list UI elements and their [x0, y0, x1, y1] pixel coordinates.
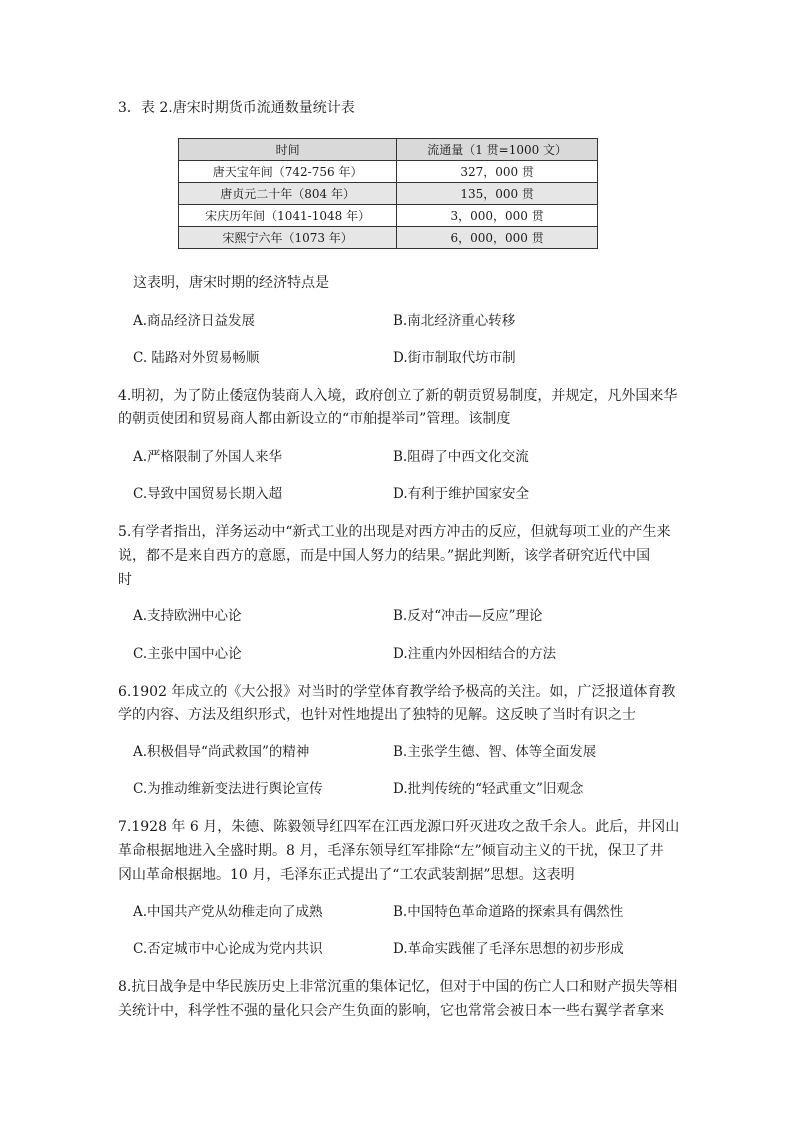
q4-line-1: 4.明初，为了防止倭寇伪装商人入境，政府创立了新的朝贡贸易制度，并规定，凡外国来华	[118, 388, 678, 404]
q6-option-b: B.主张学生德、智、体等全面发展	[393, 744, 597, 760]
currency-circulation-table	[178, 138, 598, 249]
q3-stem: 这表明，唐宋时期的经济特点是	[133, 275, 329, 291]
q7-line-2: 革命根据地进入全盛时期。8 月，毛泽东领导红军排除“左”倾盲动主义的干扰，保卫了井	[118, 843, 664, 859]
table-cell-volume: 3，000，000 贯	[397, 205, 598, 227]
q6-option-a: A.积极倡导“尚武救国”的精神	[133, 744, 310, 760]
q5-line-3: 时	[118, 572, 132, 588]
q5-option-a: A.支持欧洲中心论	[133, 608, 242, 624]
q7-option-a: A.中国共产党从幼稚走向了成熟	[133, 904, 323, 920]
table-row	[179, 161, 598, 183]
q7-line-3: 冈山革命根据地。10 月，毛泽东正式提出了“工农武装割据”思想。这表明	[118, 867, 575, 883]
q6-line-2: 学的内容、方法及组织形式，也针对性地提出了独特的见解。这反映了当时有识之士	[118, 707, 636, 723]
q3-option-a: A.商品经济日益发展	[133, 313, 256, 329]
q4-option-b: B.阻碍了中西文化交流	[393, 449, 529, 465]
q3-option-b: B.南北经济重心转移	[393, 313, 516, 329]
table-cell-time: 唐天宝年间（742-756 年）	[179, 161, 397, 183]
q3-option-c: C. 陆路对外贸易畅顺	[133, 350, 260, 366]
q5-option-c: C.主张中国中心论	[133, 646, 242, 662]
q5-line-1: 5.有学者指出，洋务运动中“新式工业的出现是对西方冲击的反应，但就每项工业的产生来	[118, 524, 671, 540]
q7-option-d: D.革命实践催了毛泽东思想的初步形成	[393, 941, 624, 957]
q4-option-c: C.导致中国贸易长期入超	[133, 486, 283, 502]
q4-line-2: 的朝贡使团和贸易商人都由新设立的“市舶提举司”管理。该制度	[118, 411, 511, 427]
table-row	[179, 205, 598, 227]
q7-option-b: B.中国特色革命道路的探索具有偶然性	[393, 904, 624, 920]
table-cell-time: 唐贞元二十年（804 年）	[179, 183, 397, 205]
table-cell-time: 宋庆历年间（1041-1048 年）	[179, 205, 397, 227]
q7-option-c: C.否定城市中心论成为党内共识	[133, 941, 323, 957]
q4-option-a: A.严格限制了外国人来华	[133, 449, 283, 465]
q5-option-b: B.反对“冲击—反应”理论	[393, 608, 543, 624]
q4-option-d: D.有利于维护国家安全	[393, 486, 530, 502]
q6-line-1: 6.1902 年成立的《大公报》对当时的学堂体育教学给予极高的关注。如，广泛报道体育教	[118, 684, 676, 700]
table-row	[179, 183, 598, 205]
q7-line-1: 7.1928 年 6 月，朱德、陈毅领导红四军在江西龙源口歼灭进攻之敌千余人。此后，井冈山	[118, 819, 680, 835]
q6-option-d: D.批判传统的“轻武重文”旧观念	[393, 781, 584, 797]
q8-line-2: 关统计中，科学性不强的量化只会产生负面的影响，它也常常会被日本一些右翼学者拿来	[118, 1003, 664, 1019]
q3-option-d: D.街市制取代坊市制	[393, 350, 516, 366]
table-header-volume: 流通量（1 贯=1000 文）	[397, 139, 598, 161]
table-cell-time: 宋熙宁六年（1073 年）	[179, 227, 397, 249]
table-header-time: 时间	[179, 139, 397, 161]
table-cell-volume: 327，000 贯	[397, 161, 598, 183]
q3-title: 3．表 2.唐宋时期货币流通数量统计表	[118, 100, 355, 116]
table-row	[179, 227, 598, 249]
q8-line-1: 8.抗日战争是中华民族历史上非常沉重的集体记忆，但对于中国的伤亡人口和财产损失等相	[118, 979, 678, 995]
q5-line-2: 说，都不是来自西方的意愿，而是中国人努力的结果。”据此判断，该学者研究近代中国	[118, 548, 651, 564]
table-cell-volume: 135，000 贯	[397, 183, 598, 205]
table-header-row	[179, 139, 598, 161]
q6-option-c: C.为推动维新变法进行舆论宣传	[133, 781, 323, 797]
q5-option-d: D.注重内外因相结合的方法	[393, 646, 557, 662]
table-cell-volume: 6，000，000 贯	[397, 227, 598, 249]
